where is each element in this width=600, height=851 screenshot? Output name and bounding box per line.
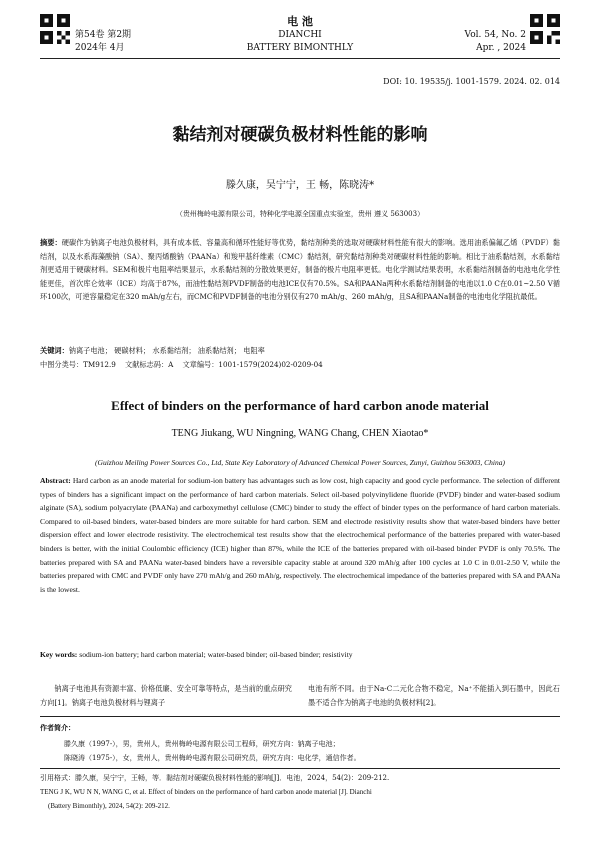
author-info-line2: 陈晓涛（1975-），女，贵州人，贵州梅岭电源有限公司研究员，研究方向：电化学，通信作者。 — [64, 754, 361, 762]
date-right: Apr. , 2024 — [476, 43, 526, 53]
author-info-line1: 滕久康（1997-），男，贵州人，贵州梅岭电源有限公司工程师，研究方向：钠离子电池； — [64, 740, 340, 748]
abstract-cn — [40, 236, 560, 304]
citation-rule — [40, 768, 560, 769]
abstract-en — [40, 474, 560, 596]
journal-title-cn: 电 池 — [287, 15, 313, 28]
citation-cn: 引用格式：滕久康，吴宁宁，王畅，等．黏结剂对硬碳负极材料性能的影响[J]．电池，2024，54(2)：209-212. — [40, 774, 390, 782]
author-info-label: 作者简介： — [40, 723, 75, 732]
keywords-en — [40, 648, 560, 662]
title-cn: 黏结剂对硬碳负极材料性能的影响 — [172, 125, 428, 145]
abstract-en-label: Abstract: — [40, 476, 71, 485]
title-en: Effect of binders on the performance of hard carbon anode material — [111, 398, 489, 413]
keywords-en-label: Key words: — [40, 650, 78, 659]
keywords-en-items: sodium-ion battery; hard carbon material; water-based binder; oil-based binder; resistivity — [79, 650, 353, 659]
footnote-rule — [40, 716, 560, 717]
volume-issue-left: 第54卷 第2期 — [75, 30, 132, 40]
intro-right-column: 电池有所不同。由于Na-C二元化合物不稳定，Na⁺不能插入到石墨中，因此石墨不适合作为钠离子电池的负极材料[2]。 — [308, 684, 560, 707]
citation-en-line1: TENG J K, WU N N, WANG C, et al. Effect of binders on the performance of hard carbon anode material [J]. Dianchi — [40, 788, 372, 796]
abstract-cn-text: 硬碳作为钠离子电池负极材料，具有成本低、容量高和循环性能好等优势，黏结剂种类的选取对硬碳材料性能有很大的影响。选用油系偏氟乙烯（PVDF）黏结剂，以及水系海藻酸钠（SA）、聚丙烯酸钠（PAANa）和羧甲基纤维素（CMC）黏结剂，研究黏结剂种类对硬碳材料性能的影响。相比于油系黏结剂，水系黏结剂更适用于硬碳材料。SEM和极片电阻率结果显示，水系黏结剂的分散效果更好，制备的极片电阻率更低。电化学测试结果表明，水系黏结剂制备的电池电化学性能更佳，首次库仑效率（ICE）均高于87%，而油性黏结剂PVDF制备的电池ICE仅有70.5%。SA和PAANa两种水系黏结剂制备的电池以1.0 C在0.01~2.50 V循环100次，可逆容量稳定在320 mAh/g左右，而CMC和PVDF制备的电池分别仅有270 mAh/g、260 mAh/g，且SA和PAANa制备的电池电化学阻抗最低。 — [40, 238, 560, 301]
clc-number: 中图分类号：TM912.9 — [40, 360, 116, 369]
volume-issue-right: Vol. 54, No. 2 — [464, 30, 526, 40]
header-rule — [40, 58, 560, 59]
keywords-cn-label: 关键词： — [40, 346, 69, 355]
abstract-cn-label: 摘要： — [40, 238, 62, 247]
qr-code-left-icon — [40, 14, 70, 44]
keywords-cn-items: 钠离子电池； 硬碳材料； 水系黏结剂； 油系黏结剂； 电阻率 — [68, 346, 265, 355]
affiliation-en: (Guizhou Meiling Power Sources Co., Ltd, State Key Laboratory of Advanced Chemical Power Sources, Zunyi, Guizhou 563003, China) — [95, 458, 505, 467]
document-code: 文献标志码：A — [125, 360, 174, 369]
authors-cn: 滕久康，吴宁宁，王 畅，陈晓涛* — [225, 180, 375, 191]
date-left: 2024年 4月 — [75, 43, 125, 53]
affiliation-cn: （贵州梅岭电源有限公司，特种化学电源全国重点实验室，贵州 遵义 563003） — [175, 210, 425, 218]
journal-subtitle-en: BATTERY BIMONTHLY — [246, 43, 354, 53]
article-number: 文章编号：1001-1579(2024)02-0209-04 — [182, 360, 323, 369]
intro-left-column: 钠离子电池具有资源丰富、价格低廉、安全可靠等特点，是当前的重点研究方向[1]。钠离子电池负极材料与锂离子 — [40, 684, 292, 707]
journal-title-en: DIANCHI — [278, 30, 322, 40]
doi: DOI: 10. 19535/j. 1001-1579. 2024. 02. 014 — [383, 77, 560, 86]
keywords-cn — [40, 344, 560, 358]
qr-code-right-icon — [530, 14, 560, 44]
authors-en: TENG Jiukang, WU Ningning, WANG Chang, CHEN Xiaotao* — [171, 428, 429, 439]
abstract-en-text: Hard carbon as an anode material for sodium-ion battery has advantages such as low cost, high capacity and good cycle performance. The selection of different types of binders has a significant impact on the performance of hard carbon materials. Select oil-based polyvinylidene fluoride (PVDF) binder and water-based sodium alginate (SA), sodium polyacrylate (PAANa) and carboxymethyl cellulose (CMC) binder to study the effect of binder types on the performance of hard carbon materials. Compared to oil-based binders, water-based binders are more suitable for hard carbon. SEM and electrode resistivity results show that water-based binders have better dispersion effect and lower electrode resistivity. The electrochemical test results show that the electrochemical performance of the batteries prepared with water-based binders is better, with the initial Coulombic efficiency (ICE) higher than 87%, while the ICE of the batteries prepared with oil-based binder PVDF is only 70.5%. The batteries prepared with SA and PAANa water-based binders have a reversible capacity stable at around 320 mAh/g after 100 cycles at 1.0 C in 0.01-2.50 V, while the batteries prepared with CMC and PVDF only have 270 mAh/g and 260 mAh/g, respectively. The electrochemical impedance of the batteries prepared with SA and PAANa is the lowest. — [40, 476, 560, 594]
citation-en-line2: (Battery Bimonthly), 2024, 54(2): 209-212. — [48, 802, 170, 810]
classification-cn — [40, 358, 560, 372]
